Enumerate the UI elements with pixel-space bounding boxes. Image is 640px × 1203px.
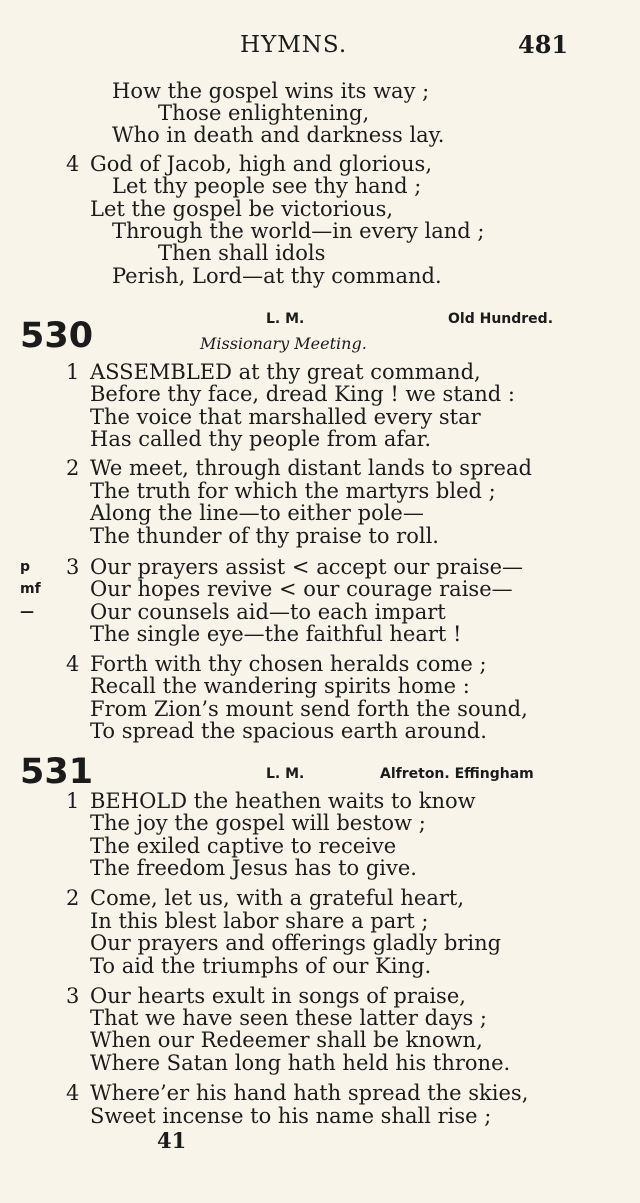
verse-line: Our hearts exult in songs of praise,	[90, 984, 466, 1008]
dynamic-mark: —	[20, 604, 34, 620]
verse-line: Our hopes revive < our courage raise—	[90, 577, 513, 601]
verse-line: We meet, through distant lands to spread	[90, 456, 532, 480]
verse-line: How the gospel wins its way ;	[112, 79, 430, 103]
verse-line: Before thy face, dread King ! we stand :	[90, 382, 515, 406]
verse-line: Recall the wandering spirits home :	[90, 674, 470, 698]
dynamic-mark: p	[20, 559, 31, 575]
verse-line: Through the world—in every land ;	[112, 219, 485, 243]
hymn-meter: L. M.	[266, 766, 305, 782]
hymn-tune: Old Hundred.	[448, 311, 554, 327]
verse-line: The freedom Jesus has to give.	[90, 856, 417, 880]
verse-line: ASSEMBLED at thy great command,	[90, 360, 481, 384]
verse-number: 3	[66, 555, 80, 579]
page-header	[0, 30, 640, 70]
verse-line: Where Satan long hath held his throne.	[90, 1051, 511, 1075]
verse-number: 2	[66, 886, 80, 910]
hymn-number: 530	[20, 316, 94, 356]
hymn-meter: L. M.	[266, 311, 305, 327]
verse-line: Perish, Lord—at thy command.	[112, 264, 442, 288]
verse-line: From Zion’s mount send forth the sound,	[90, 697, 528, 721]
verse-line: Where’er his hand hath spread the skies,	[90, 1081, 529, 1105]
verse-line: The truth for which the martyrs bled ;	[90, 479, 496, 503]
verse-line: The thunder of thy praise to roll.	[90, 524, 439, 548]
running-title: HYMNS.	[240, 32, 348, 58]
page-number: 481	[518, 30, 569, 59]
verse-line: Our prayers and offerings gladly bring	[90, 931, 502, 955]
verse-line: Our counsels aid—to each impart	[90, 600, 446, 624]
verse-line: To aid the triumphs of our King.	[90, 954, 432, 978]
verse-line: Who in death and darkness lay.	[112, 123, 445, 147]
verse-line: The exiled captive to receive	[90, 834, 397, 858]
verse-line: Let the gospel be victorious,	[90, 197, 394, 221]
verse-line: Sweet incense to his name shall rise ;	[90, 1104, 492, 1128]
verse-line: That we have seen these latter days ;	[90, 1006, 487, 1030]
verse-line: Forth with thy chosen heralds come ;	[90, 652, 487, 676]
verse-line: In this blest labor share a part ;	[90, 909, 429, 933]
verse-line: Along the line—to either pole—	[90, 501, 424, 525]
verse-line: To spread the spacious earth around.	[90, 719, 487, 743]
verse-line: The joy the gospel will bestow ;	[90, 811, 426, 835]
verse-line: God of Jacob, high and glorious,	[90, 152, 432, 176]
verse-line: Let thy people see thy hand ;	[112, 174, 422, 198]
verse-line: When our Redeemer shall be known,	[90, 1028, 483, 1052]
verse-line: Our prayers assist < accept our praise—	[90, 555, 524, 579]
verse-number: 1	[66, 360, 80, 384]
verse-line: The voice that marshalled every star	[90, 405, 481, 429]
verse-number: 4	[66, 652, 80, 676]
verse-line: Has called thy people from afar.	[90, 427, 432, 451]
verse-line: BEHOLD the heathen waits to know	[90, 789, 476, 813]
verse-line: Come, let us, with a grateful heart,	[90, 886, 465, 910]
verse-line: Those enlightening,	[158, 101, 370, 125]
hymn-tune: Alfreton. Effingham	[380, 766, 534, 782]
printer-signature: 41	[157, 1128, 187, 1153]
verse-number: 4	[66, 152, 80, 176]
verse-number: 4	[66, 1081, 80, 1105]
verse-number: 1	[66, 789, 80, 813]
verse-line: Then shall idols	[158, 241, 326, 265]
verse-line: The single eye—the faithful heart !	[90, 622, 462, 646]
verse-number: 3	[66, 984, 80, 1008]
hymn-number: 531	[20, 752, 94, 792]
dynamic-mark: mf	[20, 581, 41, 597]
verse-number: 2	[66, 456, 80, 480]
hymn-occasion: Missionary Meeting.	[200, 334, 367, 353]
